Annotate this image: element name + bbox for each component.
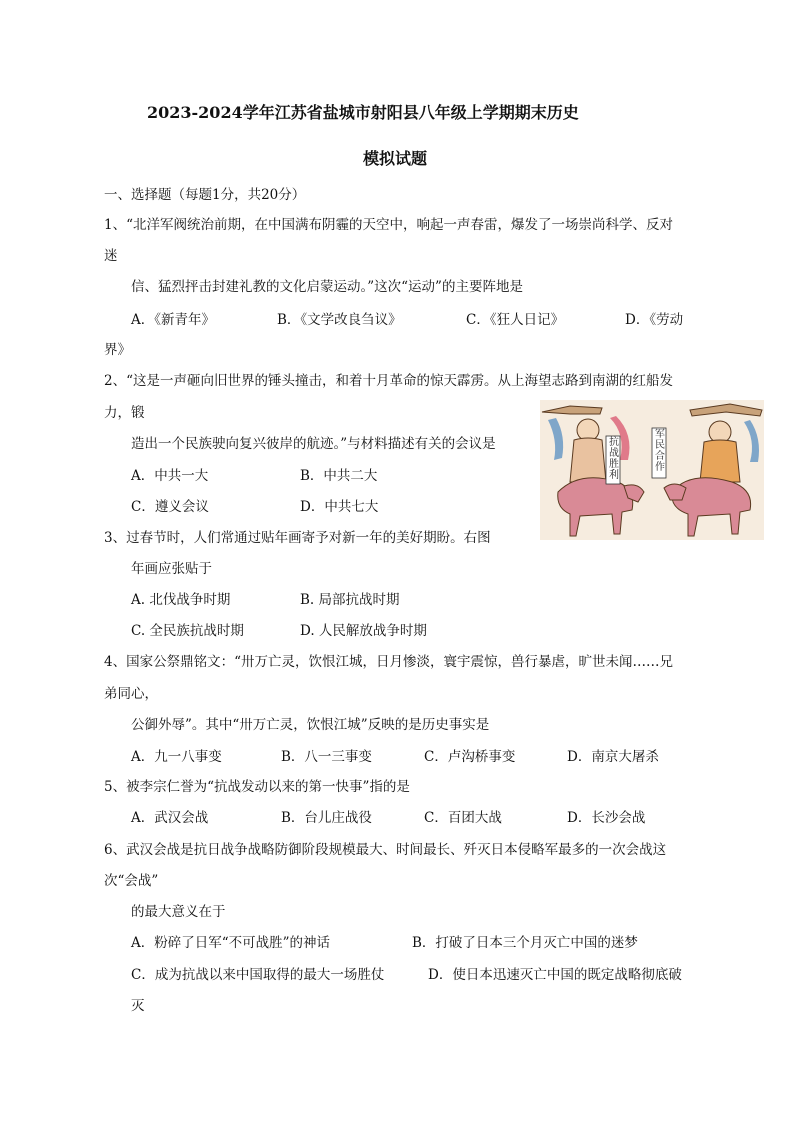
q4-stem-line-1: 4、国家公祭鼎铭文：“卅万亡灵，饮恨江城，日月惨淡，寰宇震惊，兽行暴虐，旷世未闻……兄 — [104, 654, 673, 670]
q2-option-d: D．中共七大 — [300, 499, 379, 515]
q3-option-a: A. 北伐战争时期 — [131, 592, 231, 608]
right-banner-text: 军民合作 — [655, 429, 665, 473]
q2-stem-line-2: 力，锻 — [104, 405, 145, 421]
section-heading: 一、选择题（每题1分，共20分） — [104, 187, 306, 203]
q1-stem-line-2: 迷 — [104, 248, 118, 264]
new-year-picture — [540, 400, 764, 540]
q5-stem: 5、被李宗仁誉为“抗战发动以来的第一快事”指的是 — [104, 779, 410, 795]
q6-stem-line-3: 的最大意义在于 — [131, 904, 226, 920]
q2-option-b: B．中共二大 — [300, 468, 378, 484]
q5-option-d: D．长沙会战 — [567, 810, 646, 826]
q1-option-b: B．《文学改良刍议》 — [277, 312, 402, 328]
q2-stem-line-3: 造出一个民族驶向复兴彼岸的航迹。”与材料描述有关的会议是 — [131, 436, 496, 452]
q3-option-c: C. 全民族抗战时期 — [131, 623, 244, 639]
q4-option-d: D．南京大屠杀 — [567, 749, 659, 765]
q3-option-d: D. 人民解放战争时期 — [300, 623, 427, 639]
q6-option-d-continued: 灭 — [131, 998, 145, 1014]
q6-option-b: B．打破了日本三个月灭亡中国的迷梦 — [412, 935, 638, 951]
q5-option-a: A．武汉会战 — [131, 810, 209, 826]
q6-stem-line-2: 次“会战” — [104, 873, 159, 889]
q6-option-d: D．使日本迅速灭亡中国的既定战略彻底破 — [428, 967, 682, 983]
q6-option-a: A．粉碎了日军“不可战胜”的神话 — [131, 935, 331, 951]
q4-stem-line-2: 弟同心， — [104, 686, 158, 702]
q2-option-c: C．遵义会议 — [131, 499, 209, 515]
exam-title-line-1: 2023-2024学年江苏省盐城市射阳县八年级上学期期末历史 — [147, 103, 579, 122]
q4-option-a: A．九一八事变 — [131, 749, 222, 765]
q5-option-b: B．台儿庄战役 — [281, 810, 372, 826]
q6-stem-line-1: 6、武汉会战是抗日战争战略防御阶段规模最大、时间最长、歼灭日本侵略军最多的一次会战这 — [104, 842, 667, 858]
q3-stem-line-1: 3、过春节时，人们常通过贴年画寄予对新一年的美好期盼。右图 — [104, 530, 491, 546]
q1-option-c: C．《狂人日记》 — [466, 312, 565, 328]
left-banner-text: 抗战胜利 — [609, 437, 619, 481]
q4-option-c: C．卢沟桥事变 — [424, 749, 516, 765]
q6-option-c: C．成为抗战以来中国取得的最大一场胜仗 — [131, 967, 385, 983]
q1-option-d-continued: 界》 — [104, 342, 131, 358]
q5-option-c: C．百团大战 — [424, 810, 502, 826]
q2-option-a: A．中共一大 — [131, 468, 209, 484]
q1-stem-line-1: 1、“北洋军阀统治前期，在中国满布阴霾的天空中，响起一声春雷，爆发了一场崇尚科学、反对 — [104, 217, 673, 233]
q3-stem-line-2: 年画应张贴于 — [131, 561, 212, 577]
q1-option-d: D．《劳动 — [625, 312, 684, 328]
q1-stem-line-3: 信、猛烈抨击封建礼教的文化启蒙运动。”这次“运动”的主要阵地是 — [131, 279, 523, 295]
q1-option-a: A．《新青年》 — [131, 312, 215, 328]
q2-stem-line-1: 2、“这是一声砸向旧世界的锤头撞击，和着十月革命的惊天霹雳。从上海望志路到南湖的红船发 — [104, 373, 673, 389]
q4-stem-line-3: 公御外辱”。其中“卅万亡灵，饮恨江城”反映的是历史事实是 — [131, 717, 490, 733]
exam-title-line-2: 模拟试题 — [363, 149, 428, 168]
q4-option-b: B．八一三事变 — [281, 749, 372, 765]
q3-option-b: B. 局部抗战时期 — [300, 592, 400, 608]
